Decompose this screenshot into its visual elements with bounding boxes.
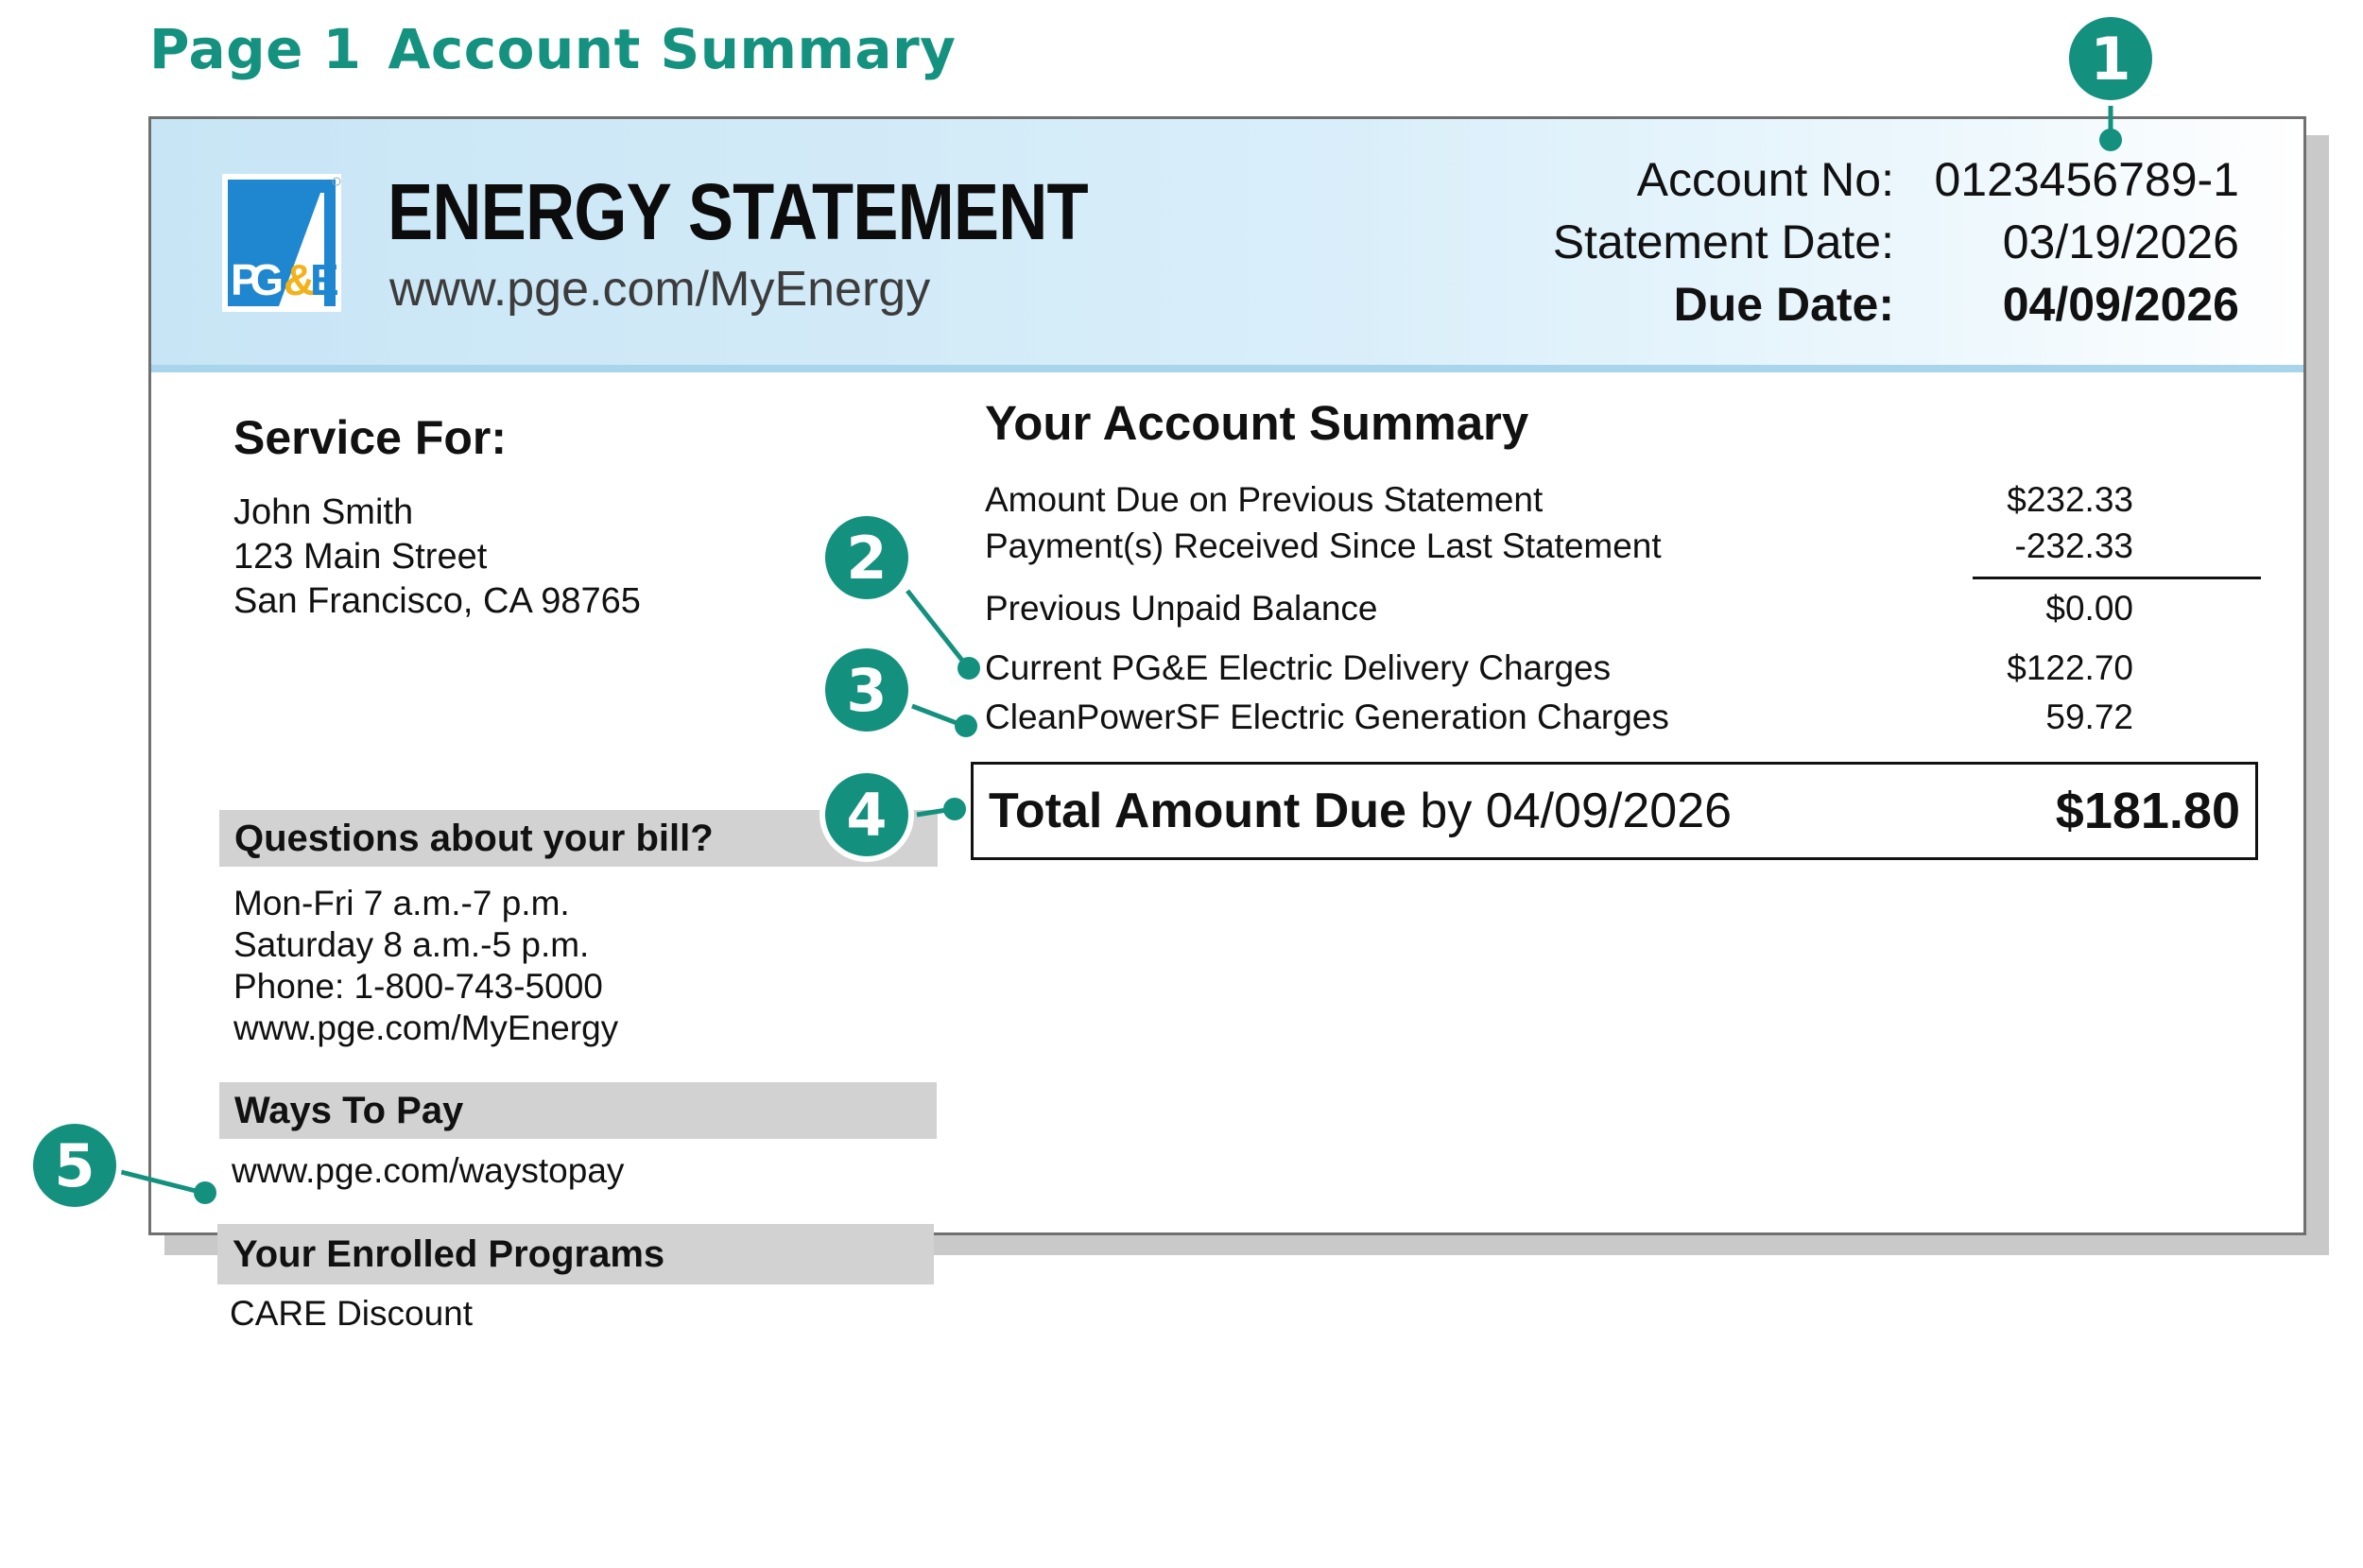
summary-row-label: Previous Unpaid Balance <box>985 589 1378 628</box>
callout-badge-3: 3 <box>819 643 914 737</box>
svg-text:&: & <box>284 255 316 304</box>
pge-logo-icon <box>222 174 341 312</box>
total-amount-due-box <box>971 762 2258 860</box>
svg-text:PG: PG <box>231 255 284 304</box>
summary-row-amount: $232.33 <box>2007 480 2133 519</box>
summary-row-delivery-charges <box>985 648 2133 688</box>
ways-to-pay-heading: Ways To Pay <box>219 1082 937 1139</box>
account-number-label: Account No: <box>1636 153 1894 206</box>
due-date-row <box>1521 277 2239 339</box>
questions-heading: Questions about your bill? <box>219 810 938 867</box>
summary-row-label: Current PG&E Electric Delivery Charges <box>985 648 1612 687</box>
summary-row-label: Payment(s) Received Since Last Statement <box>985 526 1662 565</box>
total-amount-value: $181.80 <box>2055 783 2240 839</box>
account-summary-title: Your Account Summary <box>985 396 1529 450</box>
account-info <box>1521 152 2239 339</box>
summary-row-unpaid-balance <box>985 589 2133 629</box>
summary-row-generation-charges <box>985 698 2133 737</box>
page-heading <box>149 17 956 81</box>
summary-row-label: CleanPowerSF Electric Generation Charges <box>985 698 1669 736</box>
service-for-heading: Service For: <box>233 411 508 464</box>
statement-date-value: 03/19/2026 <box>2002 215 2239 268</box>
summary-row-payments <box>985 526 2133 566</box>
enrolled-programs-heading: Your Enrolled Programs <box>217 1224 934 1284</box>
summary-divider <box>1973 577 2261 579</box>
summary-row-amount: $122.70 <box>2007 648 2133 687</box>
statement-header <box>151 119 2303 372</box>
summary-row-amount: 59.72 <box>2045 698 2133 736</box>
hours-weekday: Mon-Fri 7 a.m.-7 p.m. <box>233 884 570 922</box>
due-date-value: 04/09/2026 <box>2002 278 2239 331</box>
page-number: Page 1 <box>149 17 362 81</box>
ways-to-pay-url[interactable]: www.pge.com/waystopay <box>232 1151 625 1190</box>
due-date-label: Due Date: <box>1673 278 1894 331</box>
summary-row-amount: -232.33 <box>2014 526 2133 565</box>
care-discount-program: CARE Discount <box>230 1294 474 1333</box>
hours-saturday: Saturday 8 a.m.-5 p.m. <box>233 925 590 964</box>
account-number-value: 0123456789-1 <box>1934 153 2239 206</box>
statement-date-row <box>1521 215 2239 277</box>
summary-row-previous-amount <box>985 480 2133 520</box>
statement-url[interactable]: www.pge.com/MyEnergy <box>389 262 931 317</box>
customer-name: John Smith <box>233 492 414 532</box>
summary-row-amount: $0.00 <box>2045 589 2133 628</box>
statement-title: ENERGY STATEMENT <box>388 167 1088 256</box>
svg-text:E: E <box>310 255 339 304</box>
callout-badge-4: 4 <box>819 767 914 862</box>
service-address <box>233 491 641 624</box>
customer-street: 123 Main Street <box>233 537 488 577</box>
total-amount-label-bold: Total Amount Due <box>989 784 1406 838</box>
callout-badge-1: 1 <box>2063 11 2158 106</box>
questions-url[interactable]: www.pge.com/MyEnergy <box>233 1008 619 1047</box>
page-heading-title: Account Summary <box>388 17 957 81</box>
callout-badge-2: 2 <box>819 510 914 605</box>
phone-number[interactable]: Phone: 1-800-743-5000 <box>233 967 603 1006</box>
callout-badge-5: 5 <box>27 1118 122 1213</box>
total-amount-label <box>989 783 1732 839</box>
total-amount-label-date: by 04/09/2026 <box>1420 784 1733 838</box>
account-number-row <box>1521 152 2239 215</box>
summary-row-label: Amount Due on Previous Statement <box>985 480 1544 519</box>
customer-city: San Francisco, CA 98765 <box>233 581 641 621</box>
energy-statement <box>148 116 2306 1333</box>
statement-date-label: Statement Date: <box>1552 215 1894 268</box>
questions-details <box>233 883 618 1049</box>
